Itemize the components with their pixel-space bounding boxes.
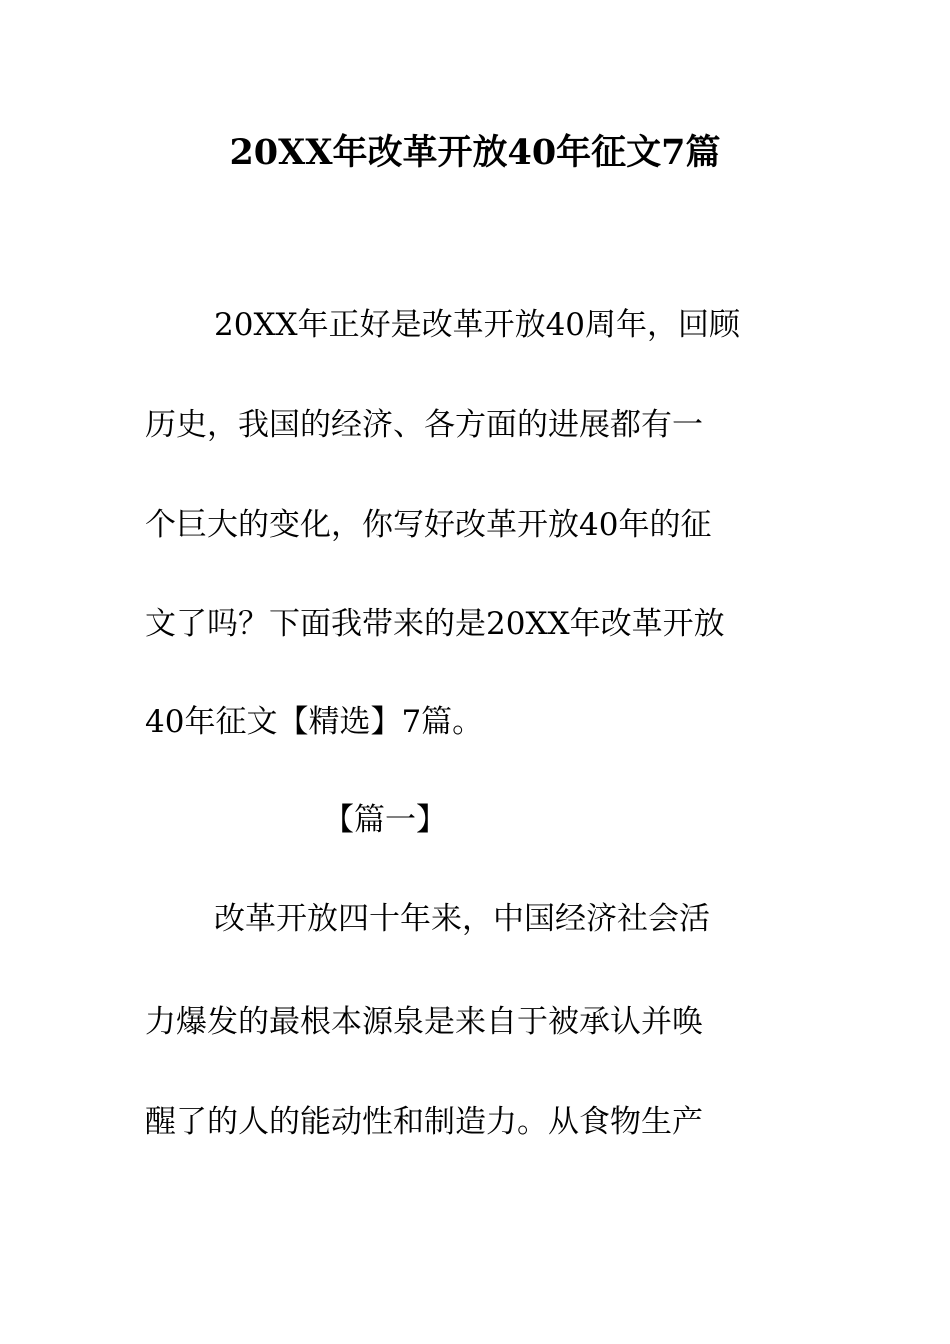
- document-title: 20XX年改革开放40年征文7篇: [229, 132, 721, 173]
- section1-line-1: 改革开放四十年来，中国经济社会活: [214, 901, 710, 937]
- section-heading: 【篇一】: [323, 802, 447, 838]
- section1-line-3: 醒了的人的能动性和制造力。从食物生产: [145, 1104, 703, 1140]
- intro-line-1: 20XX年正好是改革开放40周年，回顾: [214, 307, 741, 343]
- intro-line-5: 40年征文【精选】7篇。: [145, 704, 484, 740]
- intro-line-2: 历史，我国的经济、各方面的进展都有一: [145, 407, 703, 443]
- intro-line-3: 个巨大的变化，你写好改革开放40年的征: [145, 507, 712, 543]
- intro-line-4: 文了吗？下面我带来的是20XX年改革开放: [145, 606, 725, 642]
- section1-line-2: 力爆发的最根本源泉是来自于被承认并唤: [145, 1004, 703, 1040]
